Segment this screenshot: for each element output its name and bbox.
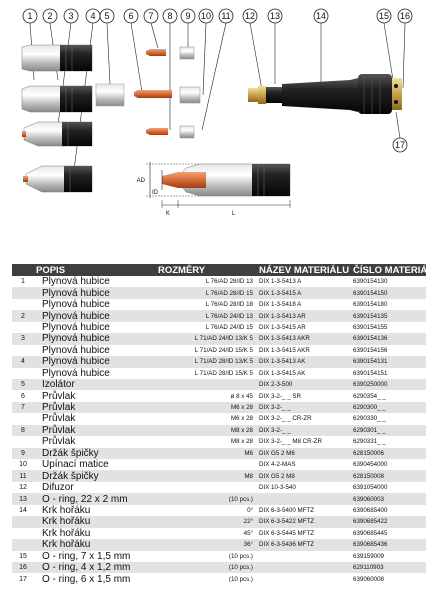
table-row bbox=[12, 516, 426, 527]
cell-cislo-materialu: 6390154155 bbox=[353, 323, 388, 331]
cell-popis: O - ring, 7 x 1,5 mm bbox=[42, 550, 131, 562]
cell-popis: Krk hořáku bbox=[34, 516, 156, 527]
cell-rozmery: L 76/AD 28/ID 13 bbox=[205, 278, 253, 286]
cell-pos: 14 bbox=[19, 506, 27, 514]
cell-rozmery bbox=[156, 379, 257, 390]
cell-pos bbox=[12, 322, 34, 333]
cell-popis: Plynová hubice bbox=[34, 333, 156, 344]
cell-pos: 8 bbox=[12, 425, 34, 436]
callout-10: 10 bbox=[200, 11, 212, 21]
cell-popis: Plynová hubice bbox=[42, 276, 110, 288]
cell-cislo-materialu: 6390154156 bbox=[353, 346, 388, 354]
cell-popis: Plynová hubice bbox=[42, 299, 110, 311]
cell-pos: 1 bbox=[21, 278, 25, 286]
cell-popis: Průvlak bbox=[42, 436, 76, 448]
contact-tip-8 bbox=[146, 128, 168, 135]
callout-6: 6 bbox=[128, 11, 134, 21]
cell-rozmery: (10 pcs.) bbox=[228, 552, 253, 560]
tip-holder-9 bbox=[180, 47, 194, 59]
cell-rozmery: ø 8 x 45 bbox=[230, 392, 253, 400]
table-row bbox=[12, 402, 426, 413]
callout-13: 13 bbox=[269, 11, 281, 21]
cell-cislo-materialu: 639060003 bbox=[351, 493, 426, 504]
contact-tip-7 bbox=[146, 49, 166, 56]
cell-rozmery: L 76/AD 28/ID 18 bbox=[205, 301, 253, 309]
table-row bbox=[12, 528, 426, 539]
cell-popis: O - ring, 22 x 2 mm bbox=[34, 493, 156, 504]
cell-pos bbox=[12, 539, 34, 550]
cell-pos bbox=[12, 516, 34, 527]
callout-12: 12 bbox=[244, 11, 256, 21]
cell-popis: Difuzor bbox=[42, 482, 74, 494]
cell-rozmery: M6 x 28 bbox=[230, 415, 253, 423]
torch-neck bbox=[248, 74, 402, 114]
table-row bbox=[12, 413, 426, 424]
table-row bbox=[12, 562, 426, 573]
cell-pos: 6 bbox=[21, 392, 25, 400]
table-row bbox=[12, 345, 426, 356]
table-row bbox=[12, 299, 426, 310]
callout-3: 3 bbox=[68, 11, 74, 21]
cell-nazev-materialu: DIX 1-3-5415 AR bbox=[259, 323, 306, 331]
clamping-nut bbox=[180, 87, 200, 103]
cell-cislo-materialu: 6390685422 bbox=[351, 516, 426, 527]
cell-popis: Držák špičky bbox=[34, 470, 156, 481]
callout-11: 11 bbox=[221, 11, 231, 21]
table-row bbox=[12, 310, 426, 321]
cell-popis: Izolátor bbox=[34, 379, 156, 390]
callout-1: 1 bbox=[27, 11, 33, 21]
header-popis: POPIS bbox=[34, 264, 156, 276]
header-cislo-materialu: ČÍSLO MATERIÁLU bbox=[353, 264, 440, 276]
cell-rozmery: L 76/AD 24/ID 15 bbox=[205, 323, 253, 331]
cell-nazev-materialu: DIX 3-2-_ _ CR-ZR bbox=[259, 415, 312, 423]
cell-nazev-materialu: DIX 4-2-MAS bbox=[259, 461, 296, 469]
callout-16: 16 bbox=[399, 11, 411, 21]
cell-pos bbox=[12, 287, 34, 298]
contact-tip-6 bbox=[134, 90, 172, 98]
callout-17: 17 bbox=[394, 140, 406, 150]
table-row bbox=[12, 493, 426, 504]
cell-nazev-materialu: DIX 3-2-_ _ bbox=[257, 425, 351, 436]
table-row bbox=[12, 459, 426, 470]
cell-nazev-materialu: DIX 3-2-_ _ SR bbox=[259, 392, 301, 400]
cell-rozmery: (10 pcs.) bbox=[156, 493, 257, 504]
cell-pos: 5 bbox=[12, 379, 34, 390]
cell-popis: Držák špičky bbox=[34, 448, 156, 459]
cell-popis: Plynová hubice bbox=[34, 310, 156, 321]
cell-nazev-materialu: DIX 1-3-5413 AR bbox=[257, 310, 351, 321]
cell-cislo-materialu: 6290331_ _ bbox=[353, 438, 386, 446]
cell-nazev-materialu: DIX 6-3-5400 MFTZ bbox=[259, 506, 315, 514]
callout-8: 8 bbox=[167, 11, 173, 21]
table-header-row bbox=[12, 264, 426, 276]
table-row bbox=[12, 436, 426, 447]
gas-nozzle-4 bbox=[23, 166, 92, 192]
dimension-drawing bbox=[137, 162, 290, 217]
gas-nozzle-1 bbox=[22, 45, 92, 71]
cell-nazev-materialu: DIX 3-2-_ _ M8 CR-ZR bbox=[259, 438, 322, 446]
table-row bbox=[12, 333, 426, 344]
torch-parts-diagram bbox=[0, 0, 425, 232]
cell-cislo-materialu: 628150008 bbox=[351, 470, 426, 481]
cell-nazev-materialu: DIX 1-3-5413 A bbox=[259, 278, 302, 286]
cell-popis: O - ring, 6 x 1,5 mm bbox=[42, 573, 131, 585]
cell-cislo-materialu: 6390685436 bbox=[351, 539, 426, 550]
cell-pos: 3 bbox=[12, 333, 34, 344]
header-rozmery: ROZMĚRY bbox=[156, 264, 257, 276]
cell-nazev-materialu: DIX 1-3-5415 A bbox=[257, 287, 351, 298]
cell-cislo-materialu: 6390154131 bbox=[351, 356, 426, 367]
cell-cislo-materialu: 629110903 bbox=[351, 562, 426, 573]
cell-nazev-materialu bbox=[257, 551, 351, 562]
callout-15: 15 bbox=[378, 11, 390, 21]
cell-nazev-materialu: DIX 1-3-5413 AKR bbox=[257, 333, 351, 344]
cell-cislo-materialu: 6390154130 bbox=[353, 278, 388, 286]
cell-rozmery: M8 x 28 bbox=[156, 425, 257, 436]
cell-pos: 7 bbox=[12, 402, 34, 413]
cell-pos: 11 bbox=[12, 470, 34, 481]
cell-rozmery: 22° bbox=[156, 516, 257, 527]
header-nazev-materialu: NÁZEV MATERIÁLU bbox=[259, 264, 350, 276]
cell-pos: 15 bbox=[19, 552, 27, 560]
table-row bbox=[12, 470, 426, 481]
gas-nozzle-3 bbox=[22, 122, 92, 146]
cell-nazev-materialu: DIX 1-3-5415 AK bbox=[259, 369, 306, 377]
cell-cislo-materialu: 6290301_ _ bbox=[351, 425, 426, 436]
cell-rozmery: 36° bbox=[156, 539, 257, 550]
table-row bbox=[12, 425, 426, 436]
cell-pos bbox=[12, 345, 34, 356]
cell-rozmery: 0° bbox=[247, 506, 253, 514]
callout-5: 5 bbox=[104, 11, 110, 21]
dim-k-label: K bbox=[166, 211, 171, 217]
table-row bbox=[12, 573, 426, 584]
cell-cislo-materialu: 6390154151 bbox=[353, 369, 388, 377]
cell-popis: Plynová hubice bbox=[42, 344, 110, 356]
dim-l-label: L bbox=[232, 211, 236, 217]
cell-rozmery: L 71/AD 24/ID 13/K 5 bbox=[156, 333, 257, 344]
cell-nazev-materialu: DIX 6-3-5436 MFTZ bbox=[257, 539, 351, 550]
cell-pos: 2 bbox=[12, 310, 34, 321]
table-row bbox=[12, 482, 426, 493]
cell-rozmery: L 71/AD 28/ID 13/K 5 bbox=[156, 356, 257, 367]
table-row bbox=[12, 539, 426, 550]
callout-7: 7 bbox=[148, 11, 154, 21]
cell-cislo-materialu: 639060008 bbox=[353, 575, 384, 583]
cell-nazev-materialu: DIX 10-3-540 bbox=[259, 484, 296, 492]
cell-pos: 16 bbox=[12, 562, 34, 573]
cell-cislo-materialu: 639159009 bbox=[353, 552, 384, 560]
cell-nazev-materialu: DIX 1-3-5418 A bbox=[259, 301, 302, 309]
table-row bbox=[12, 322, 426, 333]
cell-cislo-materialu: 628150006 bbox=[351, 448, 426, 459]
callout-9: 9 bbox=[185, 11, 191, 21]
cell-rozmery: (10 pcs.) bbox=[156, 562, 257, 573]
table-row bbox=[12, 276, 426, 287]
cell-popis: Plynová hubice bbox=[42, 321, 110, 333]
cell-cislo-materialu: 6390685445 bbox=[353, 529, 388, 537]
cell-cislo-materialu: 6390250000 bbox=[351, 379, 426, 390]
cell-nazev-materialu: DIX 2-3-500 bbox=[257, 379, 351, 390]
cell-popis: Krk hořáku bbox=[42, 527, 91, 539]
table-row bbox=[12, 505, 426, 516]
cell-rozmery: L 76/AD 24/ID 13 bbox=[156, 310, 257, 321]
cell-cislo-materialu: 6290300_ _ bbox=[351, 402, 426, 413]
cell-pos: 12 bbox=[19, 484, 27, 492]
cell-rozmery: M6 x 28 bbox=[156, 402, 257, 413]
tip-holder-11 bbox=[180, 126, 194, 138]
cell-nazev-materialu: DIX G5 2 M6 bbox=[257, 448, 351, 459]
cell-popis: Průvlak bbox=[34, 425, 156, 436]
cell-popis: Průvlak bbox=[42, 413, 76, 425]
cell-cislo-materialu: 6390154150 bbox=[351, 287, 426, 298]
cell-pos: 17 bbox=[19, 575, 27, 583]
cell-pos bbox=[12, 299, 34, 310]
cell-nazev-materialu bbox=[257, 493, 351, 504]
table-row bbox=[12, 368, 426, 379]
cell-popis: Plynová hubice bbox=[34, 287, 156, 298]
header-pos bbox=[12, 264, 34, 276]
cell-popis: Průvlak bbox=[34, 402, 156, 413]
insulator bbox=[96, 84, 124, 106]
cell-pos: 4 bbox=[12, 356, 34, 367]
callout-2: 2 bbox=[47, 11, 53, 21]
cell-cislo-materialu: 6290354_ _ bbox=[353, 392, 386, 400]
table-row bbox=[12, 390, 426, 401]
cell-pos bbox=[12, 528, 34, 539]
table-row bbox=[12, 379, 426, 390]
cell-rozmery: M8 bbox=[156, 470, 257, 481]
cell-pos: 9 bbox=[12, 448, 34, 459]
cell-popis: Průvlak bbox=[42, 390, 76, 402]
cell-nazev-materialu: DIX 1-3-5413 AK bbox=[257, 356, 351, 367]
cell-rozmery bbox=[156, 459, 257, 470]
cell-nazev-materialu: DIX 6-3-5422 MFTZ bbox=[257, 516, 351, 527]
cell-rozmery: L 76/AD 28/ID 15 bbox=[156, 287, 257, 298]
cell-nazev-materialu bbox=[257, 573, 351, 584]
cell-cislo-materialu: 6390154136 bbox=[351, 333, 426, 344]
dim-ad-label: AD bbox=[136, 178, 145, 184]
cell-popis: Krk hořáku bbox=[34, 539, 156, 550]
cell-nazev-materialu: DIX 3-2-_ _ bbox=[257, 402, 351, 413]
gas-nozzle-2 bbox=[22, 86, 92, 112]
cell-popis: Upínací matice bbox=[42, 459, 109, 471]
cell-rozmery: M6 bbox=[156, 448, 257, 459]
cell-rozmery bbox=[156, 482, 257, 493]
cell-pos bbox=[12, 436, 34, 447]
table-row bbox=[12, 356, 426, 367]
callout-14: 14 bbox=[315, 11, 327, 21]
cell-rozmery: M8 x 28 bbox=[230, 438, 253, 446]
callout-4: 4 bbox=[90, 11, 96, 21]
cell-rozmery: (10 pcs.) bbox=[228, 575, 253, 583]
cell-rozmery: L 71/AD 28/ID 15/K 5 bbox=[194, 369, 253, 377]
cell-rozmery: 45° bbox=[243, 529, 253, 537]
parts-table bbox=[12, 264, 440, 585]
cell-pos: 13 bbox=[12, 493, 34, 504]
cell-nazev-materialu bbox=[257, 562, 351, 573]
cell-popis: O - ring, 4 x 1,2 mm bbox=[34, 562, 156, 573]
cell-cislo-materialu: 6390685400 bbox=[353, 506, 388, 514]
cell-nazev-materialu: DIX 6-3-5445 MFTZ bbox=[259, 529, 315, 537]
cell-popis: Plynová hubice bbox=[42, 367, 110, 379]
table-row bbox=[12, 287, 426, 298]
cell-cislo-materialu: 6290330_ _ bbox=[353, 415, 386, 423]
cell-nazev-materialu: DIX G5 2 M8 bbox=[257, 470, 351, 481]
table-row bbox=[12, 551, 426, 562]
cell-cislo-materialu: 6390154180 bbox=[353, 301, 388, 309]
cell-cislo-materialu: 6390154135 bbox=[351, 310, 426, 321]
cell-rozmery: L 71/AD 24/ID 15/K 5 bbox=[194, 346, 253, 354]
cell-nazev-materialu: DIX 1-3-5415 AKR bbox=[259, 346, 310, 354]
cell-pos: 10 bbox=[19, 461, 27, 469]
cell-popis: Krk hořáku bbox=[42, 504, 91, 516]
cell-pos bbox=[12, 413, 34, 424]
cell-popis: Plynová hubice bbox=[34, 356, 156, 367]
cell-cislo-materialu: 6390454000 bbox=[353, 461, 388, 469]
cell-pos bbox=[12, 368, 34, 379]
table-row bbox=[12, 448, 426, 459]
cell-cislo-materialu: 6391054000 bbox=[353, 484, 388, 492]
dim-id-label: ID bbox=[152, 190, 158, 196]
